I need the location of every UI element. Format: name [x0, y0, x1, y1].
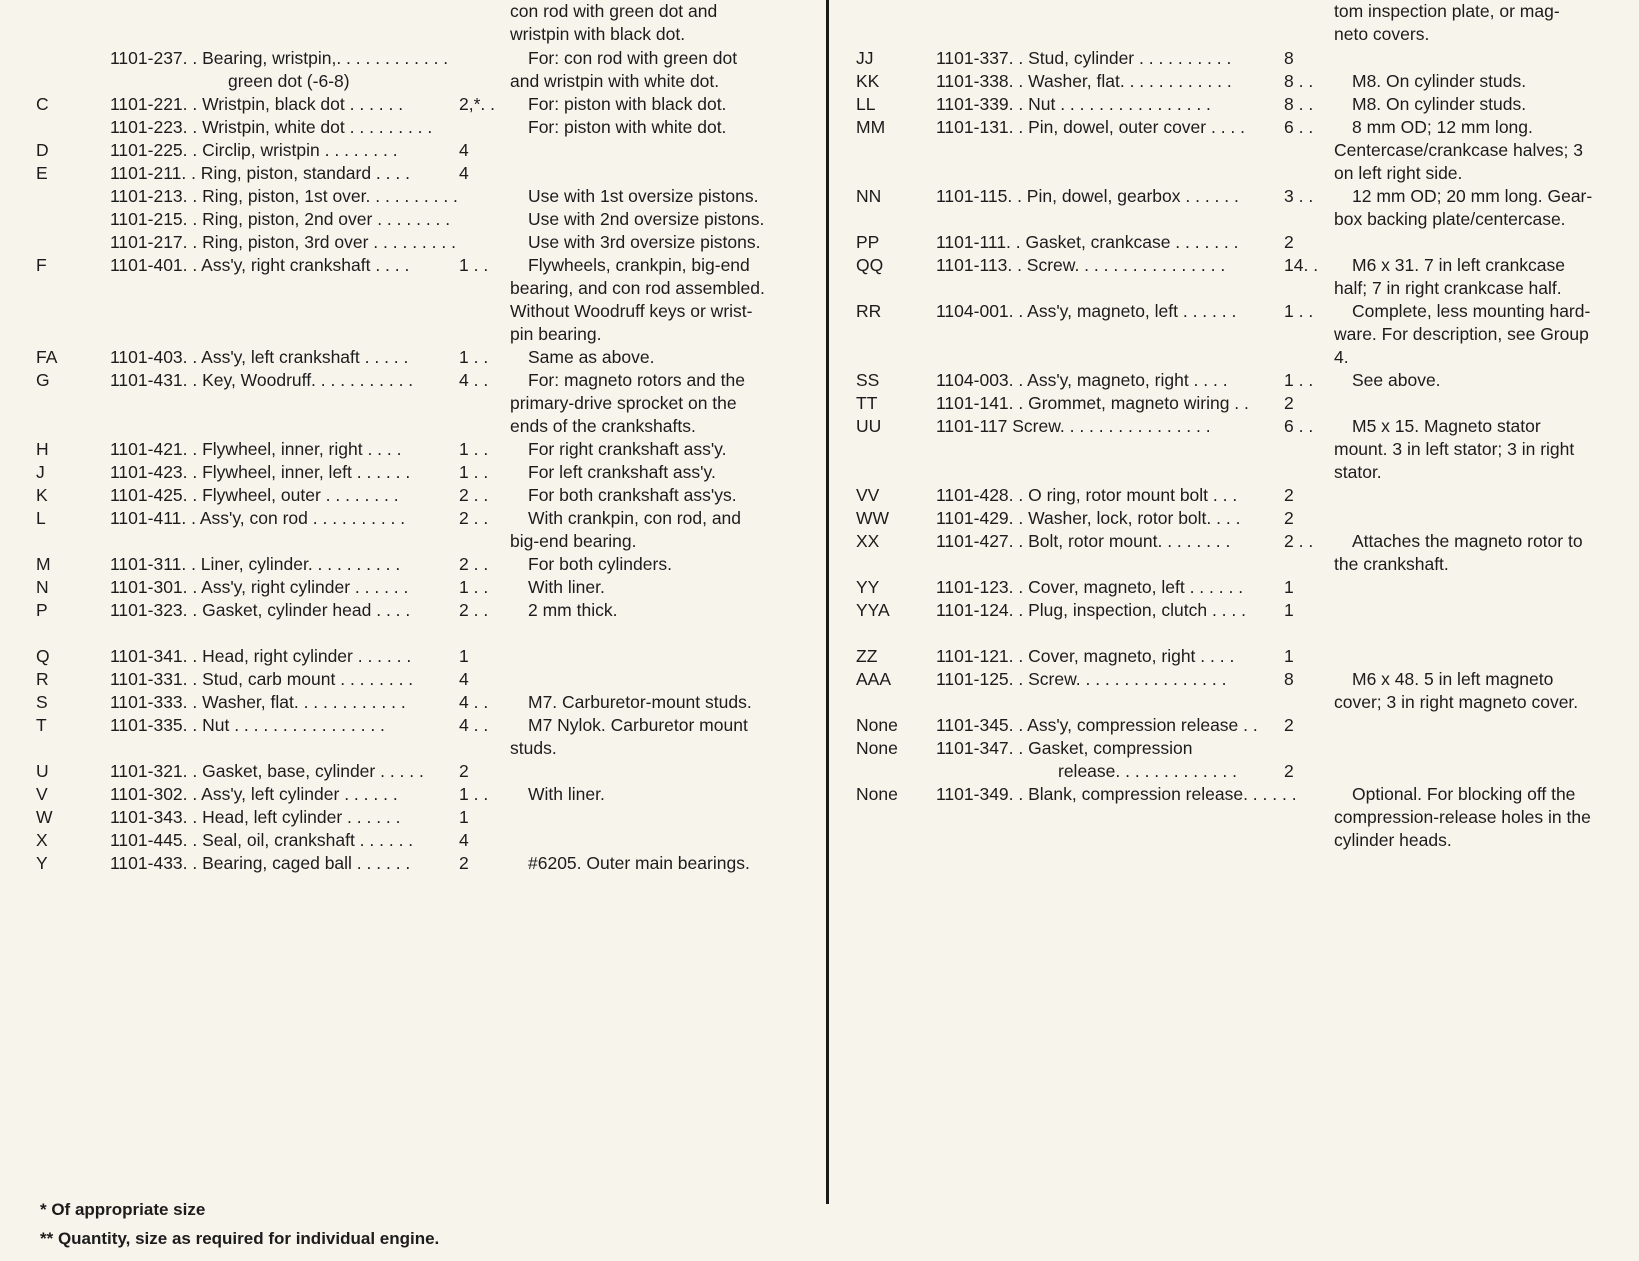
- ref-key: L: [36, 508, 46, 528]
- part-number-description: 1101-431. . Key, Woodruff. . . . . . . . . . .: [110, 370, 414, 390]
- remarks-line: M5 x 15. Magneto stator: [1352, 416, 1541, 436]
- quantity: 2: [1284, 508, 1294, 528]
- remarks-line: box backing plate/centercase.: [1334, 209, 1566, 229]
- remarks-line: 4.: [1334, 347, 1349, 367]
- quantity: 1 . .: [459, 462, 489, 482]
- quantity: 6 . .: [1284, 416, 1314, 436]
- quantity: 4 . .: [459, 692, 489, 712]
- remarks-line: on left right side.: [1334, 163, 1463, 183]
- ref-key: T: [36, 715, 47, 735]
- quantity: 4: [459, 669, 469, 689]
- ref-key: M: [36, 554, 51, 574]
- quantity: 2 . .: [459, 485, 489, 505]
- part-number-description: 1101-121. . Cover, magneto, right . . . .: [936, 646, 1235, 666]
- ref-key: K: [36, 485, 48, 505]
- part-number-description: 1101-338. . Washer, flat. . . . . . . . . . . .: [936, 71, 1232, 91]
- remarks-line: M8. On cylinder studs.: [1352, 94, 1527, 114]
- part-number-description: 1101-427. . Bolt, rotor mount. . . . . . . .: [936, 531, 1231, 551]
- quantity: 1 . .: [459, 784, 489, 804]
- right-continued-note-line: tom inspection plate, or mag-: [1334, 1, 1560, 21]
- remarks-line: Use with 3rd oversize pistons.: [528, 232, 761, 252]
- ref-key: C: [36, 94, 49, 114]
- part-number-description: 1101-343. . Head, left cylinder . . . . . .: [110, 807, 401, 827]
- quantity: 2: [1284, 761, 1294, 781]
- remarks-line: For: piston with white dot.: [528, 117, 727, 137]
- remarks-line: 8 mm OD; 12 mm long.: [1352, 117, 1533, 137]
- ref-key: LL: [856, 94, 876, 114]
- part-number-description: 1101-125. . Screw. . . . . . . . . . . . . . . .: [936, 669, 1227, 689]
- ref-key: R: [36, 669, 49, 689]
- part-number-description: 1101-421. . Flywheel, inner, right . . . .: [110, 439, 402, 459]
- remarks-line: 12 mm OD; 20 mm long. Gear-: [1352, 186, 1593, 206]
- remarks-line: compression-release holes in the: [1334, 807, 1591, 827]
- remarks-line: For both crankshaft ass'ys.: [528, 485, 737, 505]
- remarks-line: stator.: [1334, 462, 1382, 482]
- remarks-line: Complete, less mounting hard-: [1352, 301, 1591, 321]
- part-number-description: 1101-341. . Head, right cylinder . . . . . .: [110, 646, 412, 666]
- part-number-description: 1101-403. . Ass'y, left crankshaft . . . . .: [110, 347, 409, 367]
- quantity: 2 . .: [459, 600, 489, 620]
- remarks-line: M7. Carburetor-mount studs.: [528, 692, 752, 712]
- quantity: 2: [1284, 485, 1294, 505]
- remarks-line: big-end bearing.: [510, 531, 637, 551]
- part-number-description: 1101-225. . Circlip, wristpin . . . . . . . .: [110, 140, 398, 160]
- quantity: 1: [1284, 600, 1294, 620]
- part-number-description: 1101-131. . Pin, dowel, outer cover . . . .: [936, 117, 1246, 137]
- ref-key: D: [36, 140, 49, 160]
- remarks-line: bearing, and con rod assembled.: [510, 278, 765, 298]
- part-number-description: 1101-335. . Nut . . . . . . . . . . . . . . . .: [110, 715, 385, 735]
- remarks-line: See above.: [1352, 370, 1441, 390]
- quantity: 2 . .: [459, 508, 489, 528]
- ref-key: H: [36, 439, 49, 459]
- ref-key: QQ: [856, 255, 884, 275]
- remarks-line: M6 x 48. 5 in left magneto: [1352, 669, 1554, 689]
- quantity: 4: [459, 830, 469, 850]
- quantity: 2: [1284, 232, 1294, 252]
- remarks-line: With liner.: [528, 577, 605, 597]
- quantity: 4: [459, 163, 469, 183]
- remarks-line: 2 mm thick.: [528, 600, 618, 620]
- quantity: 2: [1284, 393, 1294, 413]
- quantity: 2 . .: [459, 554, 489, 574]
- remarks-line: Flywheels, crankpin, big-end: [528, 255, 750, 275]
- quantity: 2,*. .: [459, 94, 495, 114]
- remarks-line: Same as above.: [528, 347, 655, 367]
- quantity: 6 . .: [1284, 117, 1314, 137]
- ref-key: None: [856, 738, 898, 758]
- part-number-description: 1101-217. . Ring, piston, 3rd over . . . . . . . . .: [110, 232, 456, 252]
- ref-key: U: [36, 761, 49, 781]
- ref-key: RR: [856, 301, 882, 321]
- part-number-description: 1101-337. . Stud, cylinder . . . . . . . . . .: [936, 48, 1232, 68]
- remarks-line: studs.: [510, 738, 557, 758]
- footnote-2: ** Quantity, size as required for individual engine.: [40, 1229, 440, 1248]
- ref-key: X: [36, 830, 48, 850]
- quantity: 1 . .: [459, 577, 489, 597]
- part-number-description: 1101-237. . Bearing, wristpin,. . . . . . . . . . . .: [110, 48, 449, 68]
- ref-key: KK: [856, 71, 880, 91]
- remarks-line: pin bearing.: [510, 324, 602, 344]
- part-number-description: 1101-215. . Ring, piston, 2nd over . . . . . . . .: [110, 209, 451, 229]
- part-number-description: 1101-349. . Blank, compression release. . . . . .: [936, 784, 1297, 804]
- part-number-description: release. . . . . . . . . . . . .: [1058, 761, 1237, 781]
- ref-key: WW: [856, 508, 890, 528]
- ref-key: J: [36, 462, 45, 482]
- remarks-line: For: con rod with green dot: [528, 48, 738, 68]
- part-number-description: 1101-425. . Flywheel, outer . . . . . . . .: [110, 485, 399, 505]
- ref-key: W: [36, 807, 53, 827]
- part-number-description: 1104-003. . Ass'y, magneto, right . . . .: [936, 370, 1228, 390]
- part-number-description: 1101-401. . Ass'y, right crankshaft . . . .: [110, 255, 410, 275]
- part-number-description: 1101-141. . Grommet, magneto wiring . .: [936, 393, 1249, 413]
- quantity: 8: [1284, 48, 1294, 68]
- right-continued-note-line: neto covers.: [1334, 24, 1430, 44]
- remarks-line: Use with 2nd oversize pistons.: [528, 209, 765, 229]
- ref-key: ZZ: [856, 646, 878, 666]
- remarks-line: the crankshaft.: [1334, 554, 1449, 574]
- remarks-line: M8. On cylinder studs.: [1352, 71, 1527, 91]
- ref-key: FA: [36, 347, 58, 367]
- ref-key: XX: [856, 531, 880, 551]
- remarks-line: Attaches the magneto rotor to: [1352, 531, 1583, 551]
- remarks-line: cylinder heads.: [1334, 830, 1452, 850]
- remarks-line: #6205. Outer main bearings.: [528, 853, 750, 873]
- ref-key: MM: [856, 117, 886, 137]
- part-number-description: 1101-423. . Flywheel, inner, left . . . . . .: [110, 462, 411, 482]
- ref-key: UU: [856, 416, 882, 436]
- quantity: 2: [459, 761, 469, 781]
- quantity: 1 . .: [459, 255, 489, 275]
- ref-key: Y: [36, 853, 48, 873]
- part-number-description: 1101-213. . Ring, piston, 1st over. . . . . . . . . .: [110, 186, 458, 206]
- part-number-description: 1101-347. . Gasket, compression: [936, 738, 1193, 758]
- part-number-description: green dot (-6-8): [228, 71, 350, 91]
- ref-key: JJ: [856, 48, 874, 68]
- part-number-description: 1101-331. . Stud, carb mount . . . . . . . .: [110, 669, 414, 689]
- column-divider: [826, 0, 829, 1204]
- part-number-description: 1101-113. . Screw. . . . . . . . . . . . . . . .: [936, 255, 1226, 275]
- ref-key: SS: [856, 370, 880, 390]
- part-number-description: 1101-429. . Washer, lock, rotor bolt. . . .: [936, 508, 1241, 528]
- remarks-line: Centercase/crankcase halves; 3: [1334, 140, 1584, 160]
- remarks-line: Use with 1st oversize pistons.: [528, 186, 759, 206]
- part-number-description: 1101-301. . Ass'y, right cylinder . . . . . .: [110, 577, 409, 597]
- part-number-description: 1104-001. . Ass'y, magneto, left . . . . . .: [936, 301, 1237, 321]
- part-number-description: 1101-111. . Gasket, crankcase . . . . . . .: [936, 232, 1239, 252]
- quantity: 4 . .: [459, 715, 489, 735]
- left-continued-note-line: con rod with green dot and: [510, 1, 718, 21]
- ref-key: None: [856, 784, 898, 804]
- part-number-description: 1101-115. . Pin, dowel, gearbox . . . . . .: [936, 186, 1239, 206]
- part-number-description: 1101-411. . Ass'y, con rod . . . . . . . . . .: [110, 508, 406, 528]
- remarks-line: ends of the crankshafts.: [510, 416, 696, 436]
- footnote-1: * Of appropriate size: [40, 1200, 206, 1219]
- part-number-description: 1101-302. . Ass'y, left cylinder . . . . . .: [110, 784, 398, 804]
- quantity: 1: [1284, 646, 1294, 666]
- quantity: 1: [1284, 577, 1294, 597]
- quantity: 1: [459, 807, 469, 827]
- quantity: 2: [459, 853, 469, 873]
- part-number-description: 1101-339. . Nut . . . . . . . . . . . . . . . .: [936, 94, 1211, 114]
- part-number-description: 1101-311. . Liner, cylinder. . . . . . . . . .: [110, 554, 401, 574]
- quantity: 1 . .: [459, 439, 489, 459]
- remarks-line: Without Woodruff keys or wrist-: [510, 301, 753, 321]
- ref-key: YYA: [856, 600, 890, 620]
- remarks-line: cover; 3 in right magneto cover.: [1334, 692, 1579, 712]
- quantity: 2: [1284, 715, 1294, 735]
- remarks-line: M7 Nylok. Carburetor mount: [528, 715, 748, 735]
- ref-key: YY: [856, 577, 880, 597]
- quantity: 1 . .: [459, 347, 489, 367]
- part-number-description: 1101-321. . Gasket, base, cylinder . . . . .: [110, 761, 424, 781]
- remarks-line: primary-drive sprocket on the: [510, 393, 737, 413]
- part-number-description: 1101-123. . Cover, magneto, left . . . . . .: [936, 577, 1244, 597]
- quantity: 14. .: [1284, 255, 1319, 275]
- remarks-line: ware. For description, see Group: [1334, 324, 1589, 344]
- ref-key: PP: [856, 232, 880, 252]
- quantity: 4 . .: [459, 370, 489, 390]
- remarks-line: For: piston with black dot.: [528, 94, 727, 114]
- ref-key: G: [36, 370, 50, 390]
- ref-key: F: [36, 255, 47, 275]
- part-number-description: 1101-221. . Wristpin, black dot . . . . . .: [110, 94, 404, 114]
- part-number-description: 1101-428. . O ring, rotor mount bolt . . .: [936, 485, 1238, 505]
- ref-key: P: [36, 600, 48, 620]
- remarks-line: half; 7 in right crankcase half.: [1334, 278, 1562, 298]
- ref-key: AAA: [856, 669, 892, 689]
- ref-key: S: [36, 692, 48, 712]
- quantity: 2 . .: [1284, 531, 1314, 551]
- part-number-description: 1101-117 Screw. . . . . . . . . . . . . . . .: [936, 416, 1211, 436]
- remarks-line: With crankpin, con rod, and: [528, 508, 742, 528]
- ref-key: NN: [856, 186, 882, 206]
- quantity: 3 . .: [1284, 186, 1314, 206]
- left-continued-note-line: wristpin with black dot.: [510, 24, 686, 44]
- ref-key: E: [36, 163, 48, 183]
- part-number-description: 1101-433. . Bearing, caged ball . . . . . .: [110, 853, 411, 873]
- ref-key: Q: [36, 646, 50, 666]
- quantity: 4: [459, 140, 469, 160]
- remarks-line: For right crankshaft ass'y.: [528, 439, 727, 459]
- part-number-description: 1101-333. . Washer, flat. . . . . . . . . . . .: [110, 692, 406, 712]
- ref-key: VV: [856, 485, 880, 505]
- quantity: 1 . .: [1284, 301, 1314, 321]
- quantity: 1 . .: [1284, 370, 1314, 390]
- ref-key: V: [36, 784, 48, 804]
- part-number-description: 1101-211. . Ring, piston, standard . . . .: [110, 163, 410, 183]
- quantity: 8: [1284, 669, 1294, 689]
- ref-key: TT: [856, 393, 878, 413]
- part-number-description: 1101-323. . Gasket, cylinder head . . . .: [110, 600, 411, 620]
- part-number-description: 1101-124. . Plug, inspection, clutch . . . .: [936, 600, 1246, 620]
- part-number-description: 1101-345. . Ass'y, compression release . .: [936, 715, 1258, 735]
- remarks-line: For left crankshaft ass'y.: [528, 462, 716, 482]
- part-number-description: 1101-445. . Seal, oil, crankshaft . . . . . .: [110, 830, 414, 850]
- remarks-line: With liner.: [528, 784, 605, 804]
- remarks-line: M6 x 31. 7 in left crankcase: [1352, 255, 1566, 275]
- ref-key: None: [856, 715, 898, 735]
- remarks-line: Optional. For blocking off the: [1352, 784, 1576, 804]
- remarks-line: and wristpin with white dot.: [510, 71, 720, 91]
- quantity: 8 . .: [1284, 94, 1314, 114]
- quantity: 8 . .: [1284, 71, 1314, 91]
- quantity: 1: [459, 646, 469, 666]
- ref-key: N: [36, 577, 49, 597]
- remarks-line: For both cylinders.: [528, 554, 672, 574]
- part-number-description: 1101-223. . Wristpin, white dot . . . . . . . . .: [110, 117, 433, 137]
- remarks-line: For: magneto rotors and the: [528, 370, 745, 390]
- remarks-line: mount. 3 in left stator; 3 in right: [1334, 439, 1575, 459]
